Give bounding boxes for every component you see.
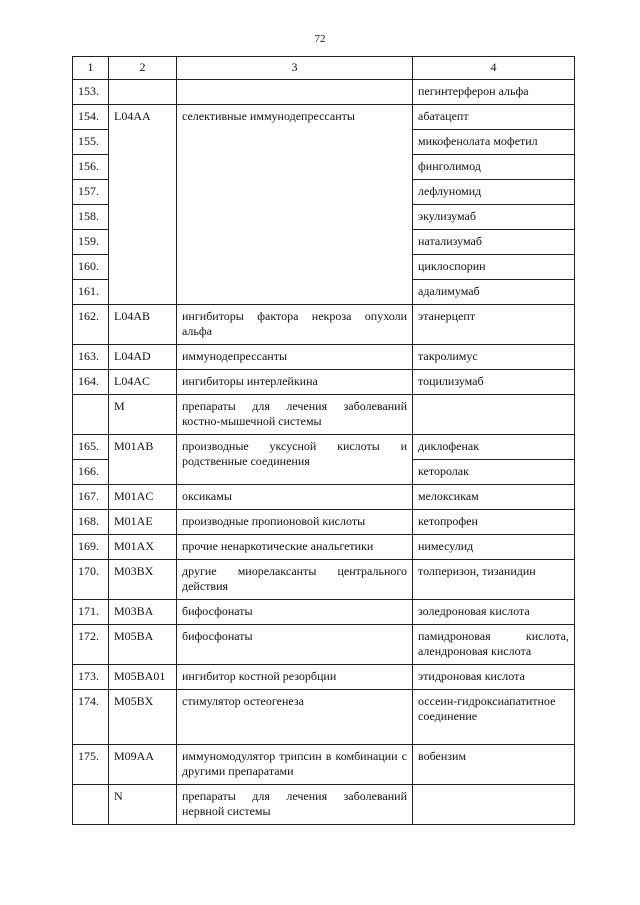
- row-number: 175.: [73, 745, 109, 785]
- table-row: [73, 600, 575, 625]
- drug-name: мелоксикам: [413, 485, 575, 510]
- atc-code: M01AE: [109, 510, 177, 535]
- table-row: [73, 485, 575, 510]
- atc-code: M01AX: [109, 535, 177, 560]
- atc-code: M05BA01: [109, 665, 177, 690]
- row-number: [73, 395, 109, 435]
- drug-name: памидроновая кислота, алендроновая кислота: [413, 625, 575, 665]
- drug-name: кеторолак: [413, 460, 575, 485]
- atc-code: M01AC: [109, 485, 177, 510]
- column-header: 2: [109, 57, 177, 80]
- table-row: [73, 305, 575, 345]
- drug-name: адалимумаб: [413, 280, 575, 305]
- group-description: бифосфонаты: [177, 600, 413, 625]
- atc-code: M: [109, 395, 177, 435]
- page-number: 72: [314, 33, 326, 45]
- group-description: бифосфонаты: [177, 625, 413, 665]
- group-description: иммуномодулятор трипсин в комбинации с другими препаратами: [177, 745, 413, 785]
- row-number: 171.: [73, 600, 109, 625]
- drug-name: кетопрофен: [413, 510, 575, 535]
- row-number: 160.: [73, 255, 109, 280]
- group-description: другие миорелаксанты центрального действия: [177, 560, 413, 600]
- drug-name: циклоспорин: [413, 255, 575, 280]
- table-row: [73, 395, 575, 435]
- table-row: [73, 690, 575, 745]
- table-row: [73, 435, 575, 460]
- row-number: 166.: [73, 460, 109, 485]
- group-description: препараты для лечения заболеваний костно-мышечной системы: [177, 395, 413, 435]
- group-description: ингибиторы фактора некроза опухоли альфа: [177, 305, 413, 345]
- row-number: 170.: [73, 560, 109, 600]
- group-description: производные уксусной кислоты и родственные соединения: [177, 435, 413, 485]
- drug-name: пегинтерферон альфа: [413, 80, 575, 105]
- drug-name: экулизумаб: [413, 205, 575, 230]
- drug-name: лефлуномид: [413, 180, 575, 205]
- table-row: [73, 345, 575, 370]
- drug-table: [72, 56, 575, 825]
- table-row: [73, 535, 575, 560]
- row-number: 172.: [73, 625, 109, 665]
- group-description: [177, 80, 413, 105]
- atc-code: M01AB: [109, 435, 177, 485]
- row-number: 169.: [73, 535, 109, 560]
- atc-code: L04AA: [109, 105, 177, 305]
- table-row: [73, 625, 575, 665]
- atc-code: L04AC: [109, 370, 177, 395]
- group-description: селективные иммунодепрессанты: [177, 105, 413, 305]
- drug-name: натализумаб: [413, 230, 575, 255]
- row-number: 157.: [73, 180, 109, 205]
- table-row: [73, 105, 575, 130]
- column-header: 4: [413, 57, 575, 80]
- drug-name: диклофенак: [413, 435, 575, 460]
- table-header-row: [73, 57, 575, 80]
- table-row: [73, 745, 575, 785]
- row-number: [73, 785, 109, 825]
- row-number: 159.: [73, 230, 109, 255]
- row-number: 168.: [73, 510, 109, 535]
- drug-name: оссеин-гидроксиапатитное соединение: [413, 690, 575, 745]
- group-description: ингибиторы интерлейкина: [177, 370, 413, 395]
- row-number: 165.: [73, 435, 109, 460]
- drug-name: этидроновая кислота: [413, 665, 575, 690]
- table-row: [73, 785, 575, 825]
- group-description: производные пропионовой кислоты: [177, 510, 413, 535]
- row-number: 161.: [73, 280, 109, 305]
- atc-code: L04AB: [109, 305, 177, 345]
- drug-name: толперизон, тизанидин: [413, 560, 575, 600]
- drug-name: [413, 395, 575, 435]
- drug-name: [413, 785, 575, 825]
- atc-code: M05BA: [109, 625, 177, 665]
- row-number: 167.: [73, 485, 109, 510]
- drug-name: тоцилизумаб: [413, 370, 575, 395]
- row-number: 156.: [73, 155, 109, 180]
- drug-name: финголимод: [413, 155, 575, 180]
- table-row: [73, 665, 575, 690]
- row-number: 155.: [73, 130, 109, 155]
- atc-code: N: [109, 785, 177, 825]
- column-header: 1: [73, 57, 109, 80]
- drug-name: нимесулид: [413, 535, 575, 560]
- drug-name: абатацепт: [413, 105, 575, 130]
- table-row: [73, 510, 575, 535]
- atc-code: [109, 80, 177, 105]
- group-description: препараты для лечения заболеваний нервной системы: [177, 785, 413, 825]
- drug-name: золедроновая кислота: [413, 600, 575, 625]
- drug-name: этанерцепт: [413, 305, 575, 345]
- drug-name: микофенолата мофетил: [413, 130, 575, 155]
- atc-code: M09AA: [109, 745, 177, 785]
- drug-name: такролимус: [413, 345, 575, 370]
- group-description: иммунодепрессанты: [177, 345, 413, 370]
- row-number: 158.: [73, 205, 109, 230]
- group-description: прочие ненаркотические анальгетики: [177, 535, 413, 560]
- table-row: [73, 370, 575, 395]
- group-description: стимулятор остеогенеза: [177, 690, 413, 745]
- row-number: 154.: [73, 105, 109, 130]
- atc-code: L04AD: [109, 345, 177, 370]
- row-number: 173.: [73, 665, 109, 690]
- row-number: 164.: [73, 370, 109, 395]
- column-header: 3: [177, 57, 413, 80]
- row-number: 153.: [73, 80, 109, 105]
- atc-code: M03BA: [109, 600, 177, 625]
- drug-name: вобензим: [413, 745, 575, 785]
- row-number: 163.: [73, 345, 109, 370]
- group-description: ингибитор костной резорбции: [177, 665, 413, 690]
- atc-code: M05BX: [109, 690, 177, 745]
- row-number: 174.: [73, 690, 109, 745]
- row-number: 162.: [73, 305, 109, 345]
- table-row: [73, 560, 575, 600]
- group-description: оксикамы: [177, 485, 413, 510]
- atc-code: M03BX: [109, 560, 177, 600]
- table-row: [73, 80, 575, 105]
